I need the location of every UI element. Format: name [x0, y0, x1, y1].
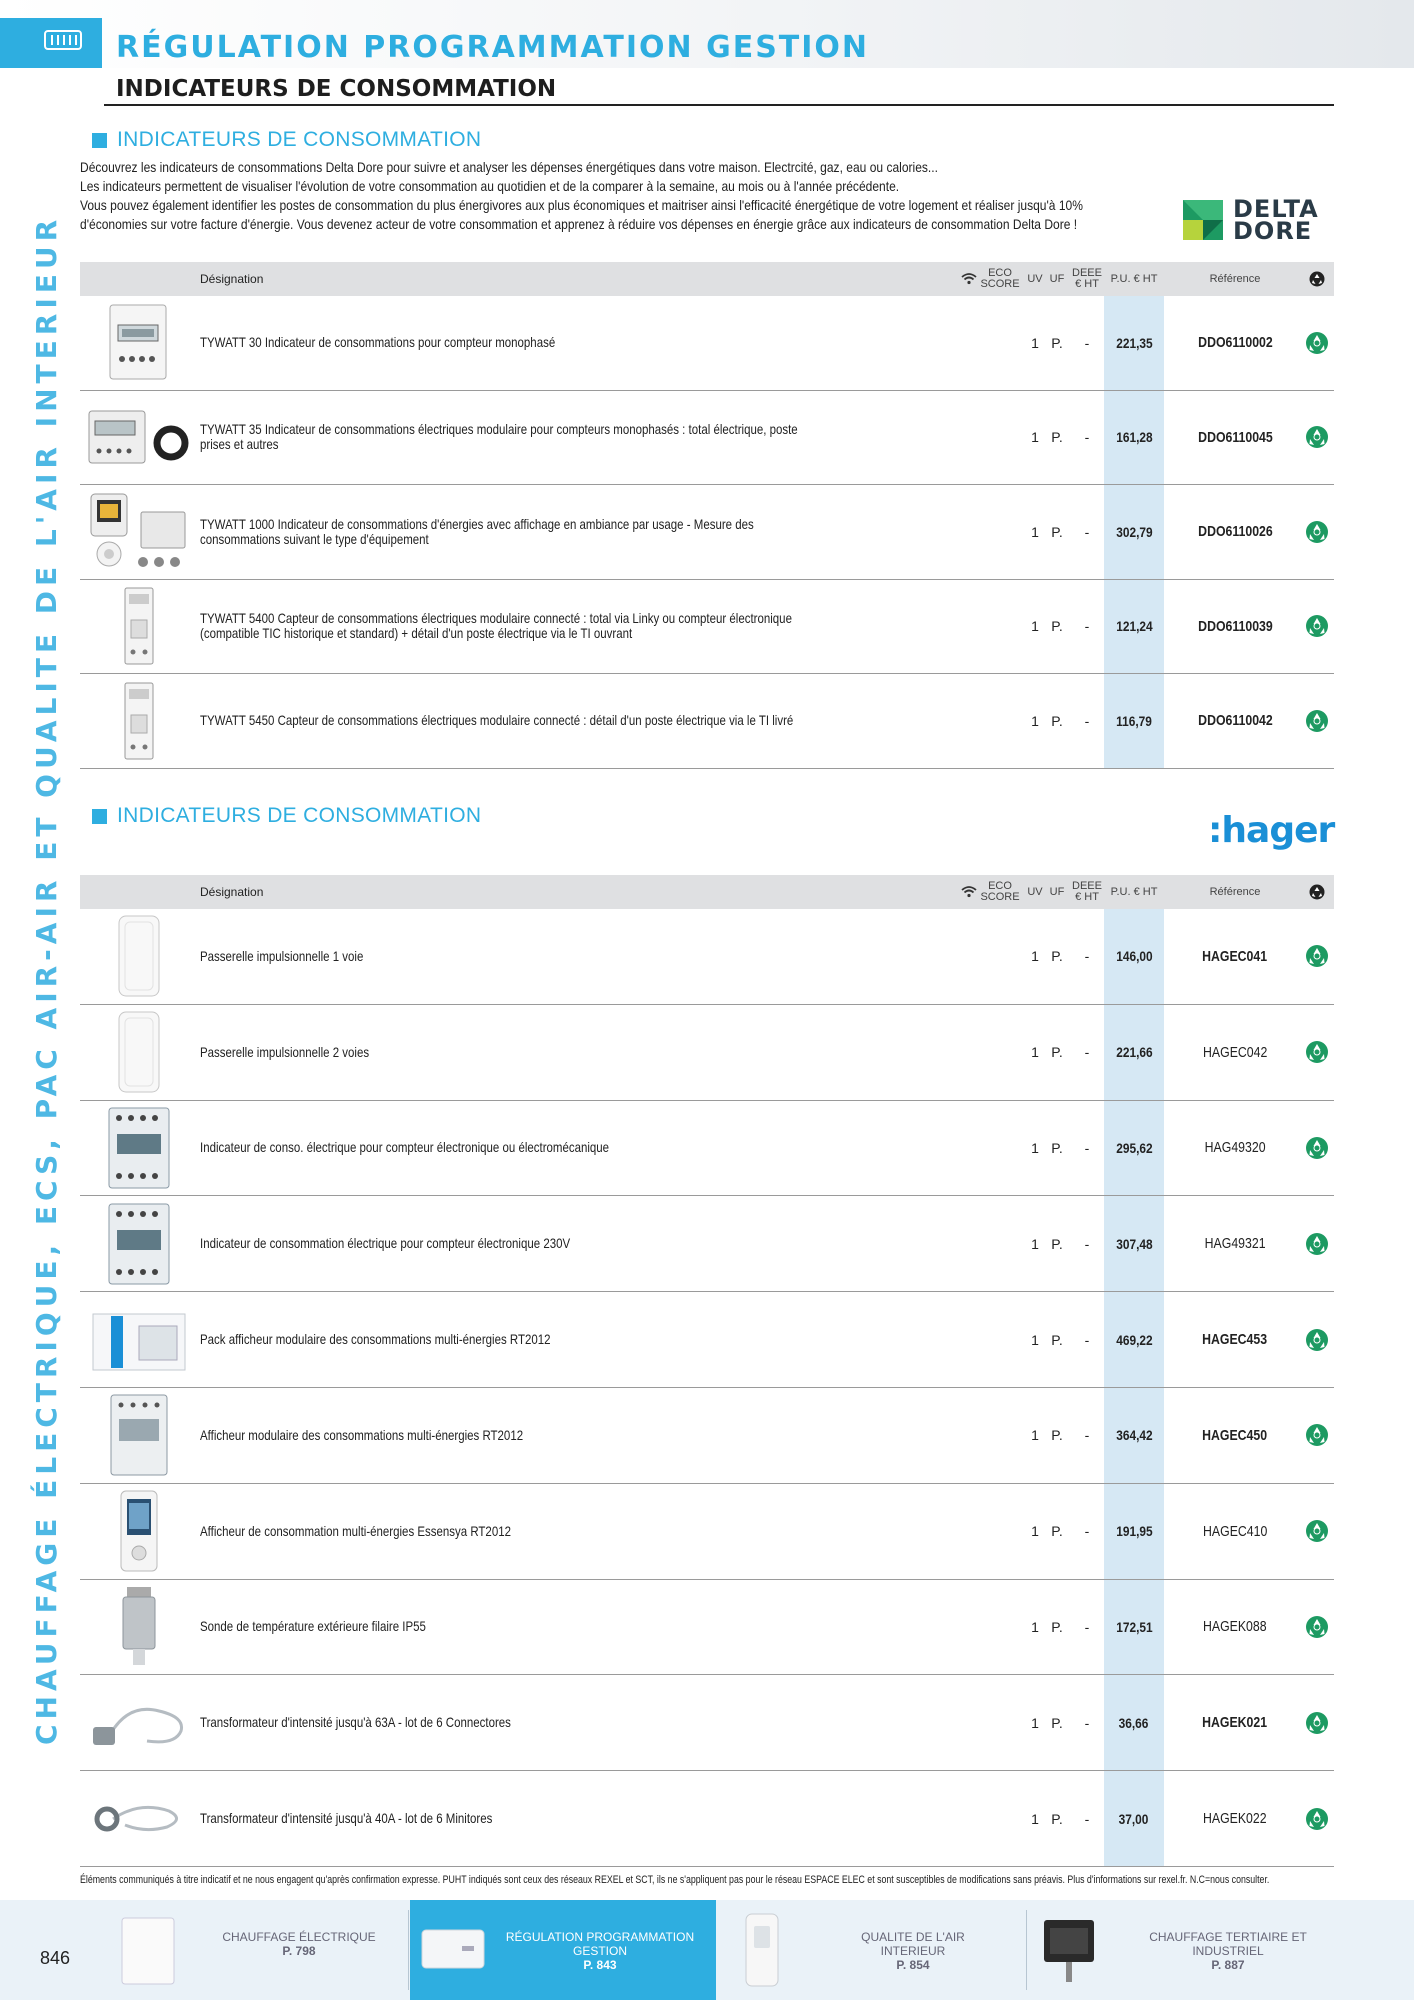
recycle-badge: [1300, 1580, 1334, 1675]
product-uv: 1: [1031, 429, 1039, 446]
footer-nav-qualite-air[interactable]: QUALITE DE L'AIR INTERIEUR P. 854: [718, 1900, 1024, 2000]
product-image: [87, 492, 191, 572]
product-uf: P.: [1051, 523, 1063, 540]
product-image: [107, 1393, 171, 1477]
section-square-icon: [92, 133, 107, 148]
product-deee: -: [1084, 523, 1090, 540]
product-uf: P.: [1051, 1331, 1063, 1348]
col-price: P.U. € HT: [1110, 272, 1158, 285]
product-thumbnail: [80, 1005, 198, 1100]
product-thumbnail: [80, 1484, 198, 1579]
table-header: [80, 875, 1334, 909]
product-designation: Transformateur d'intensité jusqu'à 63A - lot de 6 Connectores: [200, 1714, 511, 1731]
product-image: [89, 1693, 189, 1753]
col-deee: DEEE € HT: [1072, 267, 1102, 290]
footer-separator: [1026, 1910, 1027, 1990]
product-uv: 1: [1031, 523, 1039, 540]
product-uv: 1: [1031, 1427, 1039, 1444]
product-image: [108, 303, 170, 383]
product-uf: P.: [1051, 948, 1063, 965]
product-price: 307,48: [1115, 1235, 1153, 1252]
product-reference[interactable]: DDO6110039: [1197, 617, 1273, 635]
footer-separator: [408, 1910, 409, 1990]
table-row[interactable]: [80, 1484, 1334, 1580]
recycle-icon: [1305, 944, 1329, 968]
product-thumbnail: [80, 1580, 198, 1675]
product-image: [113, 914, 165, 998]
product-reference[interactable]: DDO6110042: [1197, 712, 1273, 730]
section-heading-deltadore: INDICATEURS DE CONSOMMATION: [92, 128, 481, 152]
product-uf: P.: [1051, 712, 1063, 729]
product-reference[interactable]: HAGEK022: [1203, 1810, 1267, 1828]
legal-note: Éléments communiqués à titre indicatif et ne nous engagent qu'après confirmation expresse. PUHT indiqués sont ceux des réseaux REXEL et SCT, ils ne s'appliquent pas pour le réseau ESPACE ELEC et sont susceptibles de modifications sans préavis. Plus d'informations sur rexel.fr. N.C=nous consulter.: [80, 1874, 1270, 1886]
product-price: 161,28: [1115, 429, 1153, 446]
product-uv: 1: [1031, 618, 1039, 635]
wifi-icon: [961, 886, 977, 898]
recycle-icon: [1305, 1615, 1329, 1639]
footer-nav-chauffage-tertiaire[interactable]: CHAUFFAGE TERTIAIRE ET INDUSTRIEL P. 887: [1028, 1900, 1414, 2000]
recycle-badge: [1300, 1675, 1334, 1770]
recycle-icon: [1305, 1232, 1329, 1256]
product-thumbnail: [80, 1292, 198, 1387]
product-reference[interactable]: DDO6110026: [1197, 523, 1273, 541]
product-deee: -: [1084, 429, 1090, 446]
product-thumbnail: [80, 909, 198, 1004]
recycle-badge: [1300, 580, 1334, 674]
table-row[interactable]: [80, 1771, 1334, 1867]
product-image: [119, 681, 159, 761]
product-image: [87, 407, 191, 467]
recycle-badge: [1300, 1292, 1334, 1387]
product-uv: 1: [1031, 712, 1039, 729]
product-thumbnail: [80, 391, 198, 485]
footer-nav-chauffage-electrique[interactable]: CHAUFFAGE ÉLECTRIQUE P. 798: [104, 1900, 404, 2000]
product-deee: -: [1084, 1235, 1090, 1252]
table-row[interactable]: [80, 674, 1334, 769]
recycle-icon: [1305, 1328, 1329, 1352]
product-designation: Indicateur de consommation électrique pour compteur électronique 230V: [200, 1235, 571, 1252]
product-thumbnail: [80, 1101, 198, 1196]
header-tab: [0, 18, 102, 68]
product-price: 221,66: [1115, 1044, 1153, 1061]
recycle-icon: [1305, 1519, 1329, 1543]
product-price: 116,79: [1116, 712, 1152, 729]
table-row[interactable]: [80, 909, 1334, 1005]
product-image: [117, 1585, 161, 1669]
product-reference[interactable]: HAGEC453: [1202, 1331, 1268, 1349]
product-image: [89, 1797, 189, 1841]
product-designation: Passerelle impulsionnelle 1 voie: [200, 947, 364, 964]
product-designation: Indicateur de conso. électrique pour compteur électronique ou électromécanique: [200, 1139, 610, 1156]
product-price: 146,00: [1115, 948, 1153, 965]
product-deee: -: [1084, 948, 1090, 965]
radiator-icon: [44, 28, 82, 52]
table-header: [80, 262, 1334, 296]
product-designation: Passerelle impulsionnelle 2 voies: [200, 1043, 370, 1060]
product-uf: P.: [1051, 1427, 1063, 1444]
recycle-badge: [1300, 296, 1334, 390]
col-designation: Désignation: [200, 271, 264, 286]
product-deee: -: [1084, 334, 1090, 351]
product-uv: 1: [1031, 1139, 1039, 1156]
product-price: 221,35: [1115, 334, 1153, 351]
product-reference[interactable]: HAGEC410: [1202, 1522, 1268, 1540]
col-uv: UV: [1027, 885, 1043, 898]
col-eco-score: ECO SCORE: [980, 880, 1020, 903]
product-uf: P.: [1051, 1714, 1063, 1731]
table-row[interactable]: [80, 1292, 1334, 1388]
product-thumbnail: [80, 1771, 198, 1866]
product-price: 469,22: [1115, 1331, 1153, 1348]
product-reference[interactable]: HAGEC041: [1202, 947, 1268, 965]
product-uv: 1: [1031, 334, 1039, 351]
product-price: 364,42: [1115, 1427, 1153, 1444]
product-uv: 1: [1031, 1331, 1039, 1348]
section-heading-hager: INDICATEURS DE CONSOMMATION: [92, 804, 481, 828]
recycle-icon: [1305, 425, 1329, 449]
col-reference: Référence: [1209, 272, 1261, 285]
recycle-icon: [1305, 1807, 1329, 1831]
intro-text: Découvrez les indicateurs de consommations Delta Dore pour suivre et analyser les dépenses énergétiques dans votre maison. Electrcité, gaz, eau ou calories... Les indicateurs permettent de visualiser l'évolution de votre consommation au quotidien et de la comparer à la semaine, au mois ou à l'année précédente. Vous pouvez également identifier les postes de consommation du plus énergivores aux plus économiques et maitriser ainsi l'efficacité énergétique de votre logement et réaliser jusqu'à 10% d'économies sur votre facture d'énergie. Vous devenez acteur de votre consommation et apprenez à réduire vos dépenses en énergie grâce aux indicateurs de consommation Delta Dore !: [80, 159, 1083, 232]
col-designation: Désignation: [200, 884, 264, 899]
product-designation: TYWATT 5450 Capteur de consommations électriques modulaire connecté : détail d'un poste électrique via le TI livré: [200, 712, 794, 729]
product-thumbnail: [80, 674, 198, 768]
product-uv: 1: [1031, 1523, 1039, 1540]
col-reference: Référence: [1209, 885, 1261, 898]
product-reference[interactable]: HAGEC042: [1202, 1043, 1268, 1061]
product-image: [113, 1010, 165, 1094]
product-deee: -: [1084, 1331, 1090, 1348]
col-connected: [958, 262, 980, 296]
table-row[interactable]: [80, 391, 1334, 486]
delta-dore-logo: DELTA DORE: [1183, 198, 1338, 246]
col-connected: [958, 875, 980, 909]
product-uv: 1: [1031, 1235, 1039, 1252]
product-image: [117, 1489, 161, 1573]
recycle-header-icon: [1309, 884, 1325, 900]
product-deee: -: [1084, 1714, 1090, 1731]
product-image: [107, 1106, 171, 1190]
product-designation: TYWATT 5400 Capteur de consommations électriques modulaire connecté : total via Linky ou compteur électronique (compatible TIC historique et standard) + détail d'un poste électrique via le TI ouvrant: [200, 610, 792, 642]
recycle-badge: [1300, 674, 1334, 768]
table-row[interactable]: [80, 1388, 1334, 1484]
product-price: 36,66: [1119, 1714, 1149, 1731]
recycle-icon: [1305, 614, 1329, 638]
recycle-badge: [1300, 1484, 1334, 1579]
recycle-header-icon: [1309, 271, 1325, 287]
table-row[interactable]: [80, 1101, 1334, 1197]
delta-dore-mark-icon: [1183, 200, 1223, 240]
product-price: 191,95: [1115, 1523, 1153, 1540]
table-row[interactable]: [80, 580, 1334, 675]
product-designation: Afficheur de consommation multi-énergies Essensya RT2012: [200, 1522, 511, 1539]
product-uf: P.: [1051, 334, 1063, 351]
panel-heater-icon: [120, 1916, 176, 1986]
hager-product-table: [80, 875, 1334, 1867]
product-price: 172,51: [1115, 1618, 1153, 1635]
product-designation: TYWATT 35 Indicateur de consommations électriques modulaire pour compteurs monophasés : total électrique, poste prises et autres: [200, 421, 798, 453]
product-uf: P.: [1051, 618, 1063, 635]
recycle-icon: [1305, 1711, 1329, 1735]
product-thumbnail: [80, 580, 198, 674]
recycle-badge: [1300, 1196, 1334, 1291]
col-uf: UF: [1049, 272, 1065, 285]
product-designation: TYWATT 1000 Indicateur de consommations d'énergies avec affichage en ambiance par usage - Mesure des consommations suivant le type d'équipement: [200, 515, 754, 547]
product-designation: TYWATT 30 Indicateur de consommations pour compteur monophasé: [200, 334, 556, 351]
product-reference[interactable]: HAG49320: [1204, 1139, 1266, 1157]
product-uf: P.: [1051, 1235, 1063, 1252]
table-row[interactable]: [80, 1005, 1334, 1101]
product-designation: Sonde de température extérieure filaire IP55: [200, 1618, 426, 1635]
recycle-icon: [1305, 331, 1329, 355]
product-reference[interactable]: DDO6110002: [1197, 334, 1273, 352]
product-uf: P.: [1051, 429, 1063, 446]
delta-dore-product-table: [80, 262, 1334, 768]
product-reference[interactable]: HAG49321: [1204, 1235, 1266, 1253]
page-number: 846: [40, 1948, 71, 1968]
product-price: 295,62: [1115, 1139, 1153, 1156]
product-uv: 1: [1031, 1810, 1039, 1827]
recycle-icon: [1305, 1136, 1329, 1160]
product-reference[interactable]: HAGEC450: [1202, 1426, 1268, 1444]
product-image: [89, 1304, 189, 1376]
product-uv: 1: [1031, 1044, 1039, 1061]
product-thumbnail: [80, 1675, 198, 1770]
product-thumbnail: [80, 485, 198, 579]
section-square-icon: [92, 809, 107, 824]
hager-logo: :hager: [1208, 810, 1335, 851]
product-deee: -: [1084, 1618, 1090, 1635]
side-category-title: CHAUFFAGE ÉLECTRIQUE, ECS, PAC AIR-AIR ET QUALITE DE L'AIR INTERIEUR: [30, 214, 63, 1745]
wifi-icon: [961, 273, 977, 285]
product-deee: -: [1084, 618, 1090, 635]
product-uv: 1: [1031, 1714, 1039, 1731]
product-reference[interactable]: HAGEK088: [1203, 1618, 1267, 1636]
product-reference[interactable]: HAGEK021: [1202, 1714, 1268, 1732]
product-reference[interactable]: DDO6110045: [1197, 428, 1273, 446]
col-deee: DEEE € HT: [1072, 880, 1102, 903]
product-designation: Transformateur d'intensité jusqu'à 40A - lot de 6 Minitores: [200, 1810, 493, 1827]
table-row[interactable]: [80, 1675, 1334, 1771]
recycle-badge: [1300, 1771, 1334, 1866]
product-uf: P.: [1051, 1523, 1063, 1540]
product-thumbnail: [80, 296, 198, 390]
table-row[interactable]: [80, 1196, 1334, 1292]
product-price: 37,00: [1119, 1810, 1149, 1827]
recycle-badge: [1300, 485, 1334, 579]
product-deee: -: [1084, 1810, 1090, 1827]
recycle-badge: [1300, 1005, 1334, 1100]
header-divider: [104, 104, 1334, 106]
product-designation: Pack afficheur modulaire des consommations multi-énergies RT2012: [200, 1331, 551, 1348]
product-uf: P.: [1051, 1810, 1063, 1827]
page-subtitle: INDICATEURS DE CONSOMMATION: [116, 76, 557, 102]
thermostat-icon: [418, 1920, 488, 1978]
recycle-icon: [1305, 709, 1329, 733]
page-title: RÉGULATION PROGRAMMATION GESTION: [116, 30, 870, 65]
recycle-icon: [1305, 520, 1329, 544]
air-unit-icon: [742, 1912, 782, 1988]
product-designation: Afficheur modulaire des consommations multi-énergies RT2012: [200, 1426, 524, 1443]
product-price: 121,24: [1115, 618, 1153, 635]
product-deee: -: [1084, 1427, 1090, 1444]
product-deee: -: [1084, 1139, 1090, 1156]
product-uv: 1: [1031, 948, 1039, 965]
recycle-badge: [1300, 391, 1334, 485]
product-deee: -: [1084, 1523, 1090, 1540]
table-row[interactable]: [80, 485, 1334, 580]
col-recycle: [1300, 875, 1334, 909]
product-uv: 1: [1031, 1618, 1039, 1635]
product-image: [119, 586, 159, 666]
product-thumbnail: [80, 1388, 198, 1483]
table-row[interactable]: [80, 296, 1334, 391]
col-uf: UF: [1049, 885, 1065, 898]
col-price: P.U. € HT: [1110, 885, 1158, 898]
product-uf: P.: [1051, 1618, 1063, 1635]
product-uf: P.: [1051, 1044, 1063, 1061]
col-uv: UV: [1027, 272, 1043, 285]
table-row[interactable]: [80, 1580, 1334, 1676]
industrial-heater-icon: [1040, 1912, 1100, 1988]
recycle-icon: [1305, 1040, 1329, 1064]
col-eco-score: ECO SCORE: [980, 267, 1020, 290]
product-uf: P.: [1051, 1139, 1063, 1156]
product-deee: -: [1084, 712, 1090, 729]
product-image: [107, 1202, 171, 1286]
col-recycle: [1300, 262, 1334, 296]
recycle-badge: [1300, 909, 1334, 1004]
footer-nav-regulation[interactable]: RÉGULATION PROGRAMMATION GESTION P. 843: [410, 1900, 716, 2000]
product-deee: -: [1084, 1044, 1090, 1061]
product-thumbnail: [80, 1196, 198, 1291]
recycle-icon: [1305, 1423, 1329, 1447]
recycle-badge: [1300, 1101, 1334, 1196]
recycle-badge: [1300, 1388, 1334, 1483]
product-price: 302,79: [1115, 523, 1153, 540]
